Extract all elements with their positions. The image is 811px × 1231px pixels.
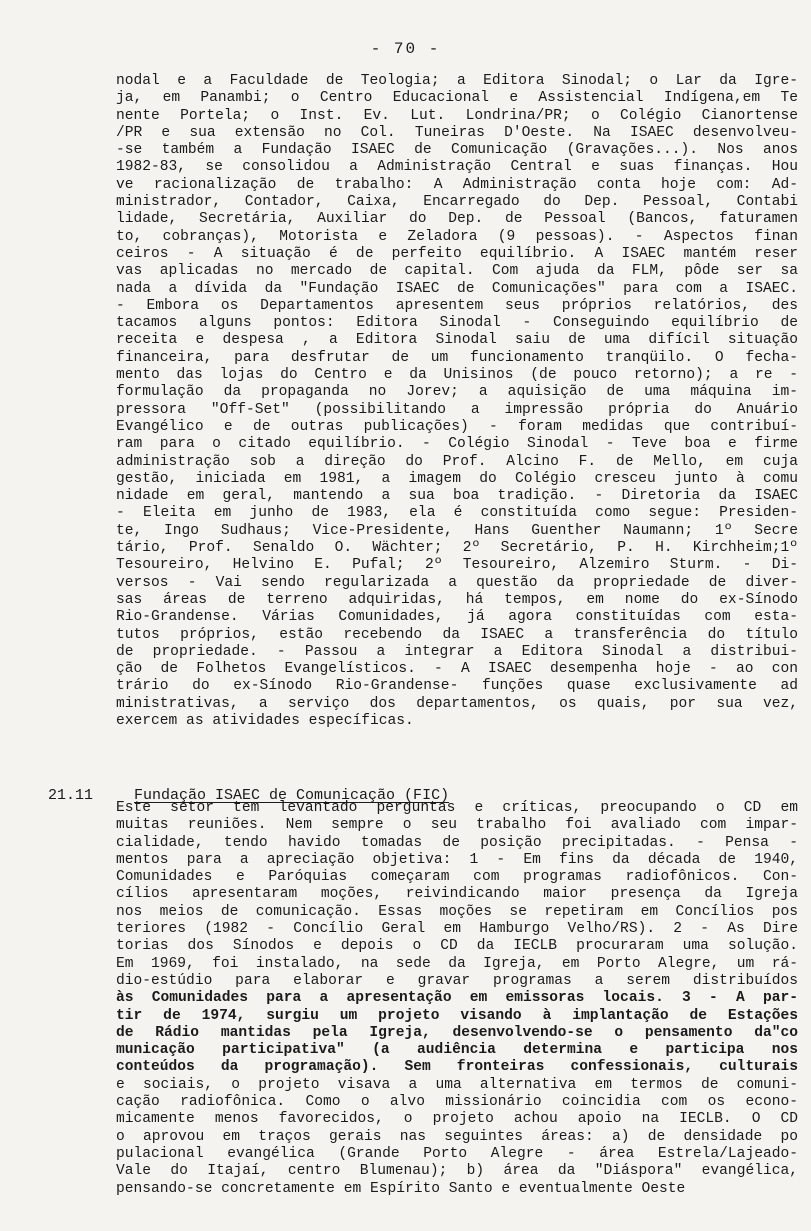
text-line: Tesoureiro, Helvino E. Pufal; 2º Tesoureiro, Alzemiro Sturm. - Di- — [116, 557, 798, 574]
text-line: ceiros - A situação é de perfeito equilíbrio. A ISAEC mantém reser — [116, 245, 798, 262]
text-line: pensando-se concretamente em Espírito Santo e eventualmente Oeste — [116, 1180, 686, 1197]
body-paragraph-1 — [116, 73, 798, 730]
text-line: Rio-Grandense. Várias Comunidades, já agora constituídas com esta- — [116, 609, 798, 626]
text-line: muitas reuniões. Nem sempre o seu trabalho foi avaliado com impar- — [116, 817, 798, 834]
text-line: to, cobranças), Motorista e Zeladora (9 pessoas). - Aspectos finan — [116, 228, 798, 245]
text-line: ve racionalização de trabalho: A Administração conta hoje com: Ad- — [116, 176, 798, 193]
text-line: nada a dívida da "Fundação ISAEC de Comunicações" para com a ISAEC. — [116, 280, 798, 297]
text-line: dio-estúdio para elaborar e gravar programas a serem distribuídos — [116, 972, 798, 989]
text-line: pressora "Off-Set" (possibilitando a impressão própria do Anuário — [116, 401, 798, 418]
text-line: o aprovou em traços gerais nas seguintes áreas: a) de densidade po — [116, 1128, 798, 1145]
text-line: nos meios de comunicação. Essas moções se repetiram em Concílios pos — [116, 903, 798, 920]
text-line: versos - Vai sendo regularizada a questão da propriedade de diver- — [116, 574, 798, 591]
text-line: - Embora os Departamentos apresentem seus próprios relatórios, des — [116, 297, 798, 314]
text-line: Em 1969, foi instalado, na sede da Igreja, em Porto Alegre, um rá- — [116, 955, 798, 972]
text-line: mentos para a apreciação objetiva: 1 - Em fins da década de 1940, — [116, 851, 798, 868]
text-line: ram para o citado equilíbrio. - Colégio Sinodal - Teve boa e firme — [116, 436, 798, 453]
text-line: tacamos alguns pontos: Editora Sinodal - Conseguindo equilíbrio de — [116, 315, 798, 332]
text-line: torias dos Sínodos e depois o CD da IECLB procuraram uma solução. — [116, 938, 798, 955]
text-line: ção de Folhetos Evangelísticos. - A ISAEC desempenha hoje - ao con — [116, 661, 798, 678]
text-line: nidade em geral, mantendo a sua boa tradição. - Diretoria da ISAEC — [116, 488, 798, 505]
text-line: financeira, para desfrutar de um funcionamento tranqüilo. O fecha- — [116, 349, 798, 366]
text-line: Vale do Itajaí, centro Blumenau); b) área da "Diáspora" evangélica, — [116, 1163, 798, 1180]
text-line: vas aplicadas no mercado de capital. Com ajuda da FLM, pôde ser sa — [116, 263, 798, 280]
text-line: sas áreas de terreno adquiridas, há tempos, em nome do ex-Sínodo — [116, 591, 798, 608]
section-title: Fundação ISAEC de Comunicação (FIC) — [134, 787, 450, 804]
text-line: mento das lojas do Centro e da Unisinos (de pouco retorno); a re - — [116, 367, 798, 384]
text-line: às Comunidades para a apresentação em emissoras locais. 3 - A par- — [116, 990, 798, 1007]
text-line: tário, Prof. Senaldo O. Wächter; 2º Secretário, P. H. Kirchheim;1º — [116, 540, 798, 557]
text-line: Evangélico e de outras publicações) - foram medidas que contribuí- — [116, 418, 798, 435]
text-line: cílios apresentaram moções, reivindicando maior presença da Igreja — [116, 886, 798, 903]
text-line: /PR e sua extensão no Col. Tuneiras D'Oeste. Na ISAEC desenvolveu- — [116, 124, 798, 141]
text-line: lidade, Secretária, Auxiliar do Dep. de Pessoal (Bancos, faturamen — [116, 211, 798, 228]
text-line: ja, em Panambi; o Centro Educacional e Assistencial Indígena,em Te — [116, 90, 798, 107]
section-number: 21.11 — [48, 787, 94, 804]
text-line: cialidade, tendo havido tomadas de posição precipitadas. - Pensa - — [116, 834, 798, 851]
text-line: gestão, iniciada em 1981, a imagem do Colégio cresceu junto à comu — [116, 470, 798, 487]
text-line: de propriedade. - Passou a integrar a Editora Sinodal a distribui- — [116, 643, 798, 660]
text-line: 1982-83, se consolidou a Administração Central e suas finanças. Hou — [116, 159, 798, 176]
text-line: receita e despesa , a Editora Sinodal saiu de uma difícil situação — [116, 332, 798, 349]
text-line: - Eleita em junho de 1983, ela é constituída como segue: Presiden- — [116, 505, 798, 522]
text-line: conteúdos da programação). Sem fronteiras confessionais, culturais — [116, 1059, 798, 1076]
text-line: exercem as atividades específicas. — [116, 712, 414, 729]
text-line: trário do ex-Sínodo Rio-Grandense- funções quase exclusivamente ad — [116, 678, 798, 695]
text-line: tir de 1974, surgiu um projeto visando à implantação de Estações — [116, 1007, 798, 1024]
text-line: nente Portela; o Inst. Ev. Lut. Londrina/PR; o Colégio Cianortense — [116, 107, 798, 124]
text-line: nodal e a Faculdade de Teologia; a Editora Sinodal; o Lar da Igre- — [116, 73, 798, 89]
section-heading — [30, 770, 449, 804]
body-paragraph-2 — [116, 800, 798, 1198]
text-line: micamente menos favorecidos, o projeto achou apoio na IECLB. O CD — [116, 1111, 798, 1128]
text-line: te, Ingo Sudhaus; Vice-Presidente, Hans Guenther Naumann; 1º Secre — [116, 522, 798, 539]
text-line: cação radiofônica. Como o alvo missionário coincidia com os econo- — [116, 1094, 798, 1111]
text-line: de Rádio mantidas pela Igreja, desenvolvendo-se o pensamento da"co — [116, 1024, 798, 1041]
text-line: Comunidades e Paróquias começaram com programas radiofônicos. Con- — [116, 869, 798, 886]
text-line: -se também a Fundação ISAEC de Comunicação (Gravações...). Nos anos — [116, 142, 798, 159]
text-line: teriores (1982 - Concílio Geral em Hamburgo Velho/RS). 2 - As Dire — [116, 921, 798, 938]
page-number: - 70 - — [370, 40, 441, 58]
text-line: administração sob a direção do Prof. Alcino F. de Mello, em cuja — [116, 453, 798, 470]
text-line: Este setor tem levantado perguntas e críticas, preocupando o CD em — [116, 800, 798, 816]
text-line: ministrador, Contador, Caixa, Encarregado do Dep. Pessoal, Contabi — [116, 194, 798, 211]
text-line: ministrativas, a serviço dos departamentos, os quais, por sua vez, — [116, 695, 798, 712]
text-line: municação participativa" (a audiência determina e participa nos — [116, 1042, 798, 1059]
text-line: pulacional evangélica (Grande Porto Alegre - área Estrela/Lajeado- — [116, 1145, 798, 1162]
text-line: tutos próprios, estão recebendo da ISAEC a transferência do título — [116, 626, 798, 643]
text-line: e sociais, o projeto visava a uma alternativa em termos de comuni- — [116, 1076, 798, 1093]
text-line: formulação da propaganda no Jorev; a aquisição de uma máquina im- — [116, 384, 798, 401]
